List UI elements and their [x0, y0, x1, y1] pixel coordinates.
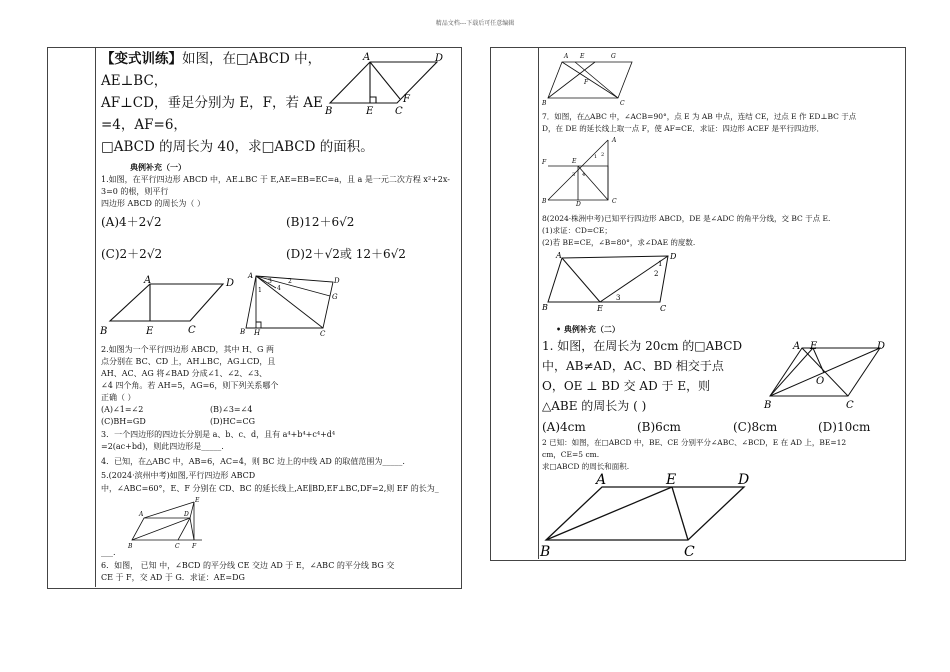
fig-label: F — [542, 159, 547, 166]
variant-line: AF⊥CD，垂足分别为 E，F，若 AE — [101, 95, 323, 111]
fig-label: D — [670, 252, 677, 261]
fig-label: B — [542, 100, 547, 107]
fig-label: O — [816, 376, 825, 387]
fig-label: C — [395, 106, 403, 117]
fig-label: A — [596, 472, 607, 488]
q2-line: ∠4 四个角。若 AH=5，AG=6，则下列关系哪个 — [101, 381, 279, 390]
q8-line: (2)若 BE=CE，∠B=80°，求∠DAE 的度数. — [542, 238, 696, 247]
q8-figure — [542, 248, 692, 312]
fig-label: A — [793, 341, 801, 352]
fig-label: E — [810, 341, 818, 352]
q2-option-b: (B)∠3=∠4 — [210, 405, 253, 414]
fig-label: C — [846, 400, 854, 411]
section-title-2: • 典例补充（二） — [556, 324, 620, 334]
q7-figure — [540, 136, 630, 208]
p1-line: 1. 如图，在周长为 20cm 的□ABCD — [542, 339, 743, 353]
q1-option-a: (A)4＋2√2 — [101, 215, 162, 229]
q6-line: CE 于 F，交 AD 于 G．求证：AE=DG — [101, 573, 245, 582]
q1-option-d: (D)2＋√2或 12＋6√2 — [286, 247, 406, 261]
variant-line: 如图，在□ABCD 中， — [182, 51, 322, 67]
fig-label: E — [597, 304, 603, 313]
fig-label: 2 — [654, 270, 659, 278]
q3-line: =2(ac+bd)，则此四边形是_____. — [101, 442, 224, 451]
fig-label: 1 — [658, 260, 663, 268]
fig-label: G — [611, 53, 616, 60]
fig-label: C — [620, 100, 625, 107]
q6-line: 6．如图， 已知 中，∠BCD 的平分线 CE 交边 AD 于 E，∠ABC 的平分线 BG 交 — [101, 561, 395, 570]
q5-figure — [122, 494, 212, 552]
q2-figure — [238, 270, 348, 340]
fig-label: 4 — [277, 285, 281, 292]
fig-label: A — [144, 275, 152, 286]
fig-label: D — [226, 278, 235, 289]
q1-option-c: (C)2＋2√2 — [101, 247, 163, 261]
right-panel-divider — [538, 47, 539, 559]
fig-label: 3 — [572, 172, 576, 178]
q3-line: 3．一个四边形的四边长分别是 a、b、c、d，且有 a⁴+b⁴+c⁴+d⁴ — [101, 430, 336, 439]
variant-title-line — [101, 50, 321, 68]
fig-label: 1 — [594, 154, 598, 160]
p2-line: cm，CE=5 cm. — [542, 450, 600, 459]
p1-line: 中，AB≠AD，AC、BD 相交于点 — [542, 359, 724, 373]
q1-line: 1.如图，在平行四边形 ABCD 中，AE⊥BC 于 E,AE=EB=EC=a，且 a 是一元二次方程 x²+2x- — [101, 175, 450, 184]
fig-label: D — [738, 472, 750, 488]
fig-label: D — [877, 341, 886, 352]
q1-figure — [98, 274, 238, 338]
q8-line: 8(2024·株洲中考)已知平行四边形 ABCD，DE 是∠ADC 的角平分线，交 BC 于点 E. — [542, 214, 831, 223]
p1-option-b: (B)6cm — [637, 420, 681, 434]
fig-label: C — [660, 304, 667, 313]
fig-label: A — [139, 511, 144, 518]
fig-label: B — [542, 303, 548, 312]
p1-line: △ABE 的周长为 ( ) — [542, 399, 647, 413]
fig-label: 2 — [288, 278, 292, 285]
fig-label: H — [254, 329, 261, 337]
fig-label: B — [240, 328, 246, 336]
p1-figure — [762, 336, 892, 412]
fig-label: B — [100, 326, 108, 337]
p1-option-a: (A)4cm — [542, 420, 586, 434]
fig-label: B — [542, 198, 547, 205]
fig-label: 1 — [258, 287, 262, 294]
q2-option-a: (A)∠1=∠2 — [101, 405, 144, 414]
fig-label: A — [556, 251, 562, 260]
fig-label: A — [363, 52, 371, 63]
section-title-1: 典例补充（一） — [130, 162, 186, 172]
q2-option-d: (D)HC=CG — [210, 417, 255, 426]
section-title-2-text: 典例补充（二） — [563, 324, 620, 334]
fig-label: B — [128, 543, 133, 550]
q4-line: 4．已知，在△ABC 中，AB=6，AC=4，则 BC 边上的中线 AD 的取值范围为_____. — [101, 457, 405, 466]
fig-label: F — [192, 543, 197, 550]
fig-label: F — [403, 94, 410, 105]
q7-line: 7．如图，在△ABC 中，∠ACB=90°，点 E 为 AB 中点，连结 CE，过点 E 作 ED⊥BC 于点 — [542, 112, 857, 121]
variant-figure — [325, 52, 455, 122]
fig-label: E — [195, 497, 200, 504]
fig-label: F — [584, 79, 589, 86]
fig-label: B — [325, 106, 333, 117]
fig-label: C — [612, 198, 617, 205]
left-panel-divider — [95, 47, 96, 587]
p1-option-d: (D)10cm — [818, 420, 871, 434]
variant-title: 【变式训练】 — [101, 51, 182, 67]
variant-line: □ABCD 的周长为 40，求□ABCD 的面积。 — [101, 139, 374, 155]
fig-label: E — [580, 53, 585, 60]
fig-label: E — [666, 472, 677, 488]
q1-option-b: (B)12＋6√2 — [286, 215, 355, 229]
page-header: 精品文档---下载后可任意编辑 — [435, 20, 515, 27]
fig-label: B — [540, 544, 551, 560]
fig-label: A — [612, 137, 617, 144]
fig-label: E — [146, 326, 154, 337]
q2-option-c: (C)BH=GD — [101, 417, 146, 426]
fig-label: D — [334, 277, 340, 285]
fig-label: E — [572, 158, 577, 165]
fig-label: A — [248, 272, 254, 280]
fig-label: A — [564, 53, 569, 60]
q2-line: 正确（ ） — [101, 393, 136, 402]
variant-line: =4，AF=6， — [101, 117, 187, 133]
fig-label: G — [332, 293, 338, 301]
q5-line: 中，∠ABC=60°，E、F 分别在 CD、BC 的延长线上,AE∥BD,EF⊥BC,DF=2,则 EF 的长为_ — [101, 484, 439, 493]
p1-line: O，OE ⊥ BD 交 AD 于 E，则 — [542, 379, 711, 393]
q2-line: 2.如图为一个平行四边形 ABCD，其中 H、G 两 — [101, 345, 274, 354]
p2-line: 求□ABCD 的周长和面积. — [542, 462, 630, 471]
p2-line: 2 已知：如图，在□ABCD 中，BE、CE 分别平分∠ABC、∠BCD，E 在 AD 上，BE=12 — [542, 438, 847, 447]
q1-line: 3=0 的根，则平行 — [101, 187, 169, 196]
fig-label: 3 — [616, 294, 621, 302]
fig-label: 4 — [582, 172, 586, 178]
q7-line: D，在 DE 的延长线上取一点 F，使 AF=CE．求证：四边形 ACEF 是平行四边形． — [542, 124, 824, 133]
variant-line: AE⊥BC， — [101, 73, 168, 89]
right-top-figure — [540, 48, 640, 106]
fig-label: B — [764, 400, 772, 411]
q2-line: 点分别在 BC、CD 上，AH⊥BC，AG⊥CD，且 — [101, 357, 276, 366]
q1-line: 四边形 ABCD 的周长为（ ） — [101, 199, 205, 208]
fig-label: 2 — [601, 152, 605, 158]
q2-line: AH、AC、AG 将∠BAD 分成∠1、∠2、∠3、 — [101, 369, 268, 378]
fig-label: C — [175, 543, 180, 550]
fig-label: D — [435, 53, 444, 64]
q5-line: ___. — [101, 548, 116, 557]
fig-label: D — [576, 201, 581, 208]
p2-figure — [540, 470, 760, 558]
q8-line: (1)求证：CD=CE； — [542, 226, 612, 235]
p1-option-c: (C)8cm — [733, 420, 778, 434]
fig-label: E — [366, 106, 374, 117]
fig-label: C — [188, 325, 196, 336]
fig-label: C — [320, 330, 326, 338]
fig-label: C — [684, 544, 695, 560]
q5-line: 5.(2024·滨州中考)如图,平行四边形 ABCD — [101, 471, 256, 480]
fig-label: 3 — [268, 278, 272, 285]
fig-label: D — [184, 511, 189, 518]
